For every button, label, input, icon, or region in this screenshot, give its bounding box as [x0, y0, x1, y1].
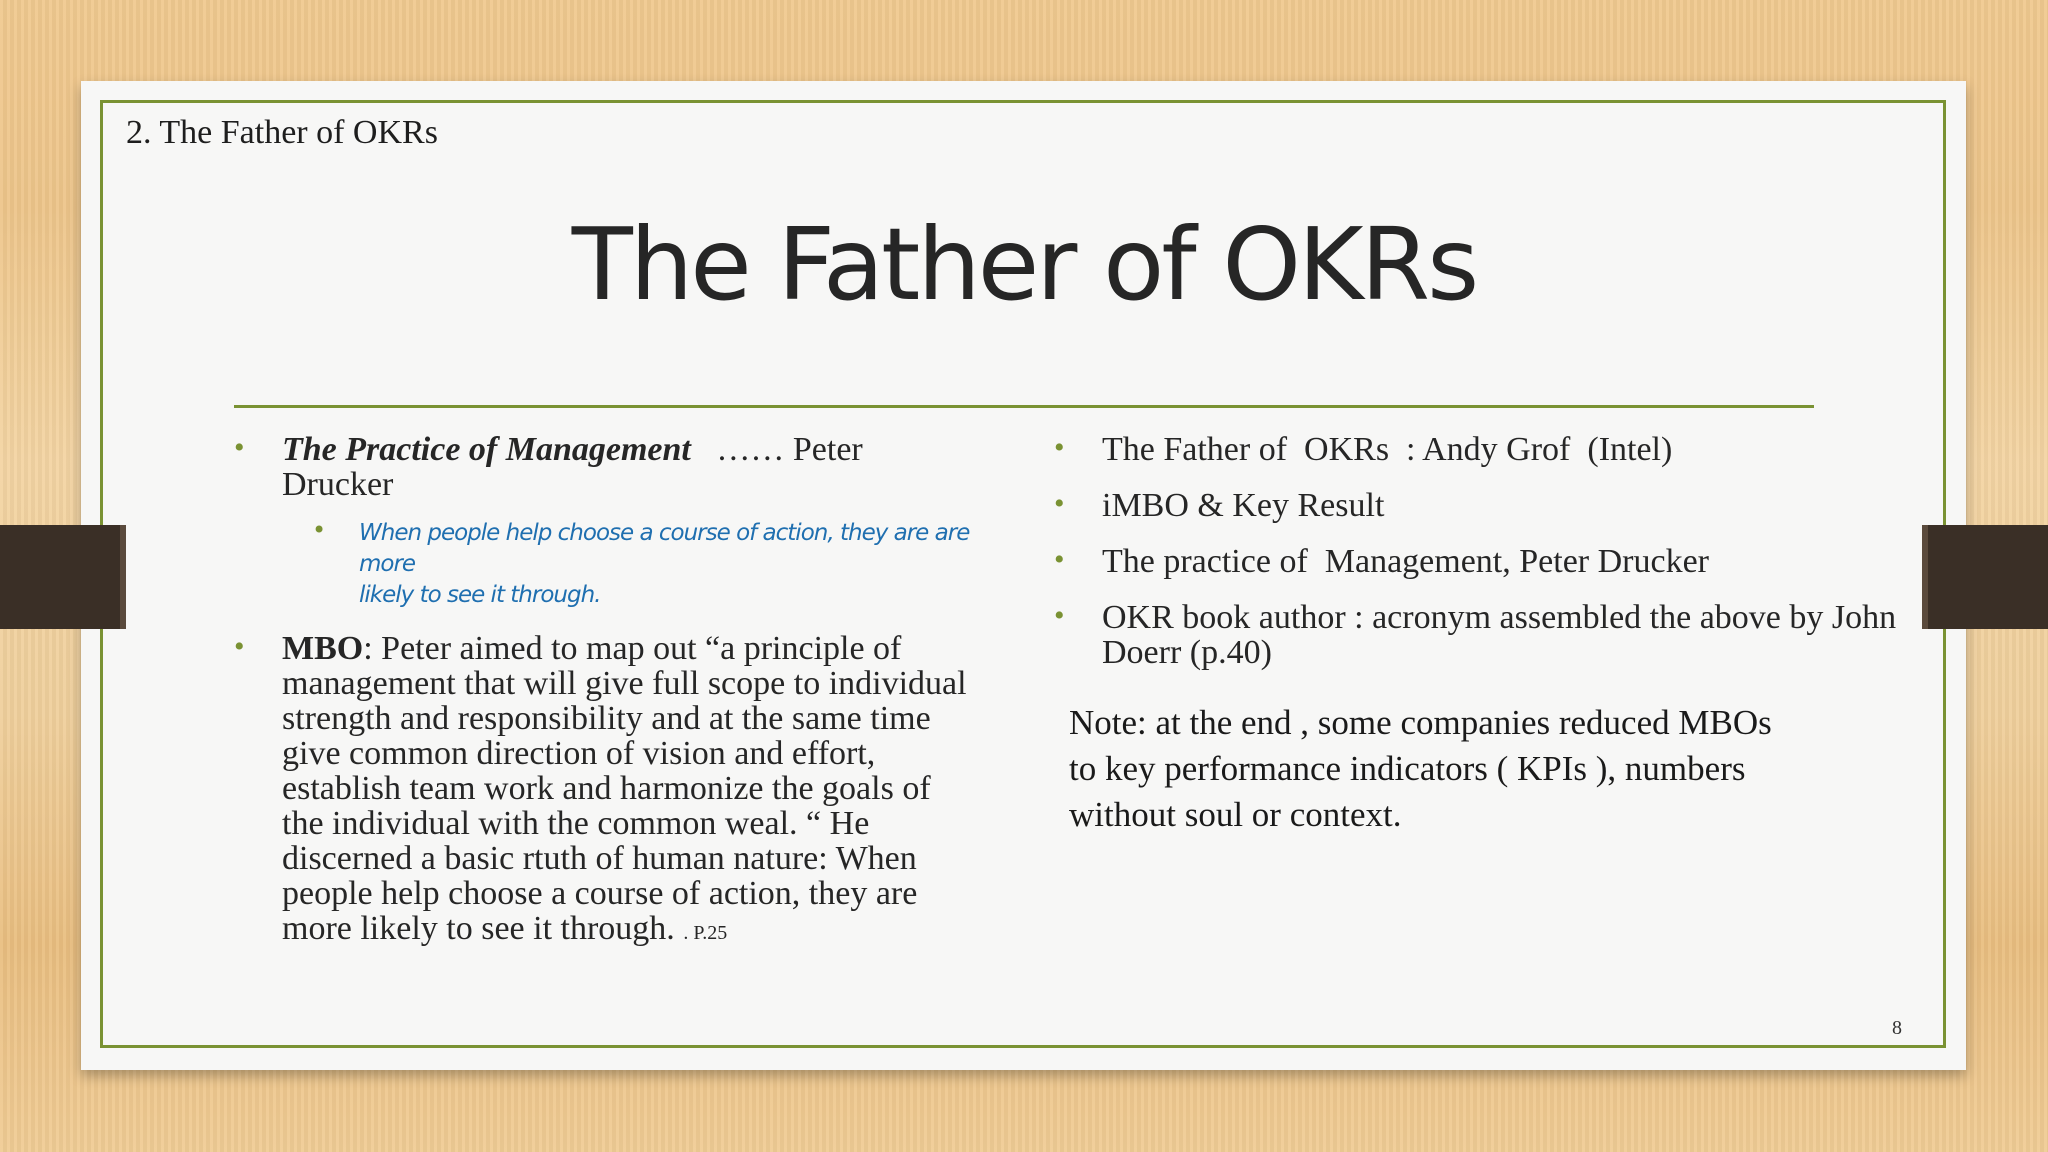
bullet-dot-icon: • [234, 431, 245, 464]
bullet-dot-icon: • [1054, 431, 1065, 464]
list-item [1052, 544, 1932, 579]
title-divider [234, 405, 1814, 408]
bullet-text: Drucker [282, 466, 394, 503]
bullet-text: iMBO & Key Result [1102, 487, 1385, 524]
list-item [1052, 488, 1932, 523]
bullet-dot-icon: • [1054, 599, 1065, 632]
list-item [1052, 600, 1932, 670]
page-number: 8 [1892, 1017, 1902, 1039]
sub-bullet-text: likely to see it through. [359, 582, 601, 608]
bullet-text: the individual with the common weal. “ He [282, 805, 870, 842]
bullet-text: : Peter aimed to map out “a principle of [363, 630, 902, 667]
bullet-text: more likely to see it through. [282, 910, 684, 947]
bullet-text: The practice of Management, Peter Drucker [1102, 543, 1709, 580]
right-column [1052, 432, 1932, 670]
list-item [232, 432, 992, 502]
left-column [232, 432, 992, 951]
note-line: Note: at the end , some companies reduced MBOs [1069, 703, 1772, 742]
bullet-text: people help choose a course of action, they are [282, 875, 918, 912]
note-paragraph [1069, 700, 1869, 838]
book-title: The Practice of Management [282, 431, 691, 468]
bullet-dot-icon: • [312, 516, 326, 544]
list-item [1052, 432, 1932, 467]
bullet-dot-icon: • [1054, 543, 1065, 576]
binder-clip-right [1922, 525, 2048, 629]
list-item [232, 631, 992, 951]
bullet-dot-icon: • [234, 630, 245, 663]
bullet-text: discerned a basic rtuth of human nature: When [282, 840, 917, 877]
bullet-text: give common direction of vision and effort, [282, 735, 876, 772]
bullet-dot-icon: • [1054, 487, 1065, 520]
bullet-text: management that will give full scope to individual [282, 665, 967, 702]
note-line: without soul or context. [1069, 795, 1402, 834]
section-label: 2. The Father of OKRs [126, 114, 438, 151]
bullet-text: establish team work and harmonize the goals of [282, 770, 931, 807]
bullet-text: …… Peter [690, 431, 863, 468]
sub-bullet-text: When people help choose a course of action, they are are more [359, 520, 970, 577]
note-line: to key performance indicators ( KPIs ), numbers [1069, 749, 1746, 788]
bullet-text: Doerr (p.40) [1102, 634, 1272, 671]
binder-clip-left [0, 525, 126, 629]
slide-title: The Father of OKRs [571, 206, 1477, 323]
mbo-label: MBO [282, 630, 364, 667]
bullet-text: strength and responsibility and at the same time [282, 700, 931, 737]
sub-list-item [232, 518, 992, 611]
page-reference: . P.25 [683, 922, 728, 944]
bullet-text: OKR book author : acronym assembled the above by John [1102, 599, 1897, 636]
bullet-text: The Father of OKRs : Andy Grof (Intel) [1102, 431, 1673, 468]
